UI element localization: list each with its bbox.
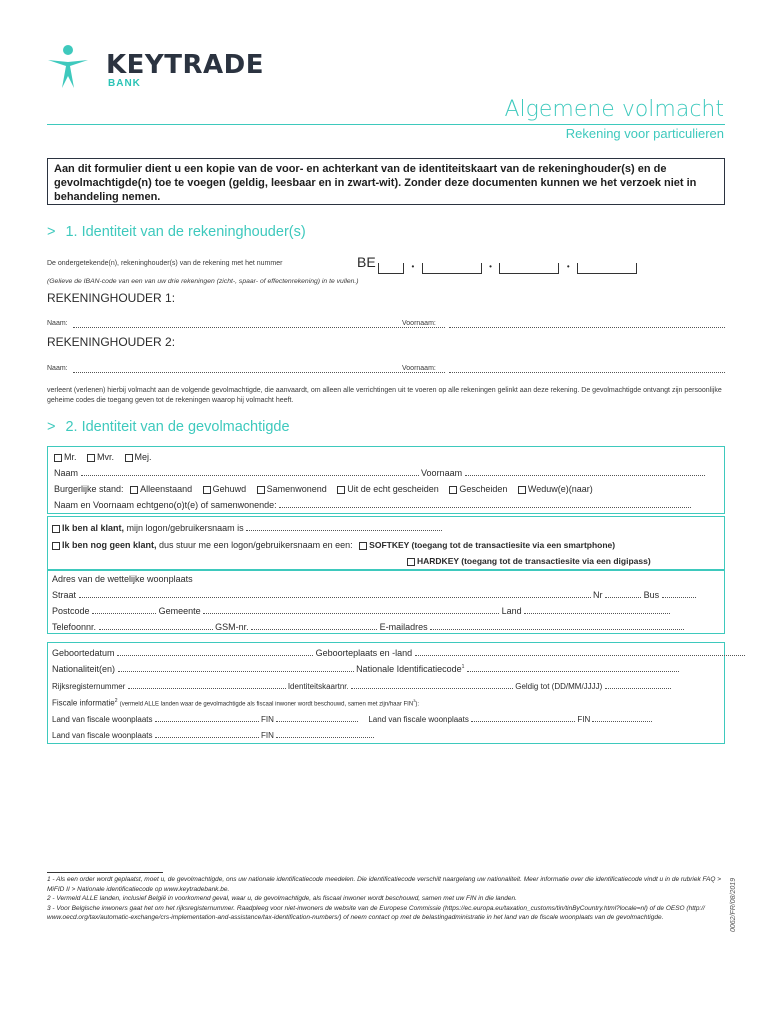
birthplace-field[interactable] [415,648,745,656]
holder2-name-label: Naam: [47,365,68,372]
nr-label: Nr [593,590,603,600]
client-no-text: dus stuur me een logon/gebruikersnaam en een: [159,540,353,550]
chevron-right-icon: > [47,419,56,435]
logo-star-icon [44,42,92,92]
iban-hint: (Gelieve de IBAN-code van een van uw drie rekeningen (zicht-, spaar- of effectenrekening) in te vullen.) [47,278,359,285]
bus-field[interactable] [662,590,696,598]
agent-name-label: Naam [54,468,79,478]
civil-cohabiting-label: Samenwonend [266,484,327,494]
logo-wordmark: KEYTRADE [106,50,264,80]
hardkey-checkbox[interactable] [407,558,415,566]
spouse-field[interactable] [279,500,691,508]
civil-status-label: Burgerlijke stand: [54,484,124,494]
fiscal-row: Fiscale informatie$^2$ (vermeld ALLE landen waar de gevolmachtigde als fiscaal inwoner wordt beschouwd, samen met zijn/haar FIN$^3$): [52,698,420,708]
account-intro: De ondergetekende(n), rekeninghouder(s) van de rekening met het nummer [47,260,283,267]
holder1-name-field[interactable] [73,320,445,328]
title-divider [47,124,725,125]
fiscal-note: (vermeld ALLE landen waar de gevolmachtigde als fiscaal inwoner wordt beschouwd, samen met zijn/haar FIN [119,701,414,708]
email-field[interactable] [430,622,684,630]
civil-married-checkbox[interactable] [203,486,211,494]
birthplace-label: Geboorteplaats en -land [315,648,413,658]
civil-widowed-label: Weduw(e)(naar) [527,484,593,494]
valid-label: Geldig tot (DD/MM/JJJJ) [515,682,603,691]
fin2-field[interactable] [592,714,652,722]
logon-field[interactable] [246,523,442,531]
civil-divorced-label: Uit de echt gescheiden [347,484,439,494]
phone-label: Telefoonnr. [52,622,97,632]
gsm-label: GSM-nr. [215,622,249,632]
page-subtitle: Rekening voor particulieren [565,126,724,141]
title-mej-checkbox[interactable] [125,454,133,462]
keytrade-logo [44,42,264,92]
section2-heading [47,419,290,435]
personal-box [47,446,725,514]
holder2-row [47,365,727,375]
chevron-right-icon: > [47,224,56,240]
softkey-checkbox[interactable] [359,542,367,550]
holder1-firstname-label: Voornaam: [402,320,436,327]
civil-status-row [54,484,593,494]
client-no-checkbox[interactable] [52,542,60,550]
agent-firstname-field[interactable] [465,468,705,476]
fin3-label: FIN [260,731,274,740]
street-field[interactable] [79,590,591,598]
fiscal-country3-label: Land van fiscale woonplaats [52,731,153,740]
grant-text: verleent (verlenen) hierbij volmacht aan de volgende gevolmachtigde, die aanvaardt, om alleen alle verrichtingen uit te voeren op alle rekeningen gelinkt aan deze rekening. De gevolmachtigde ontvangt zijn persoonlijke geheime codes die toegang geven tot de rekeningen waarop hij volmacht heeft. [47,387,722,404]
nationality-field[interactable] [118,664,354,672]
holder2-firstname-label: Voornaam: [402,365,436,372]
fiscal-country-row1 [52,714,720,724]
client-yes-checkbox[interactable] [52,525,60,533]
postcode-field[interactable] [92,606,156,614]
title-mvr-checkbox[interactable] [87,454,95,462]
iban-field[interactable]: • • • [378,256,637,274]
hardkey-label: HARDKEY (toegang tot de transactiesite via een digipass) [417,556,651,566]
address-title: Adres van de wettelijke woonplaats [52,574,193,584]
natid-field[interactable] [467,664,679,672]
civil-single-checkbox[interactable] [130,486,138,494]
fin1-field[interactable] [276,714,358,722]
bus-label: Bus [643,590,660,600]
civil-widowed-checkbox[interactable] [518,486,526,494]
holder2-firstname-field[interactable] [449,365,725,373]
holder2-name-field[interactable] [73,365,445,373]
birthdate-field[interactable] [117,648,313,656]
land-label: Land [501,606,522,616]
footnotes [47,875,725,923]
form-code: 0062/FR/08/2019 [730,877,737,932]
land-field[interactable] [524,606,670,614]
holder1-row [47,320,727,330]
iban-prefix: BE [357,254,376,270]
civil-separated-checkbox[interactable] [449,486,457,494]
idcard-label: Identiteitskaartnr. [287,682,349,691]
address-box [47,570,725,634]
softkey-label: SOFTKEY (toegang tot de transactiesite via een smartphone) [369,540,616,550]
account-line [47,254,727,270]
natid-label: Nationale Identificatiecode [356,664,462,674]
client-no-row [52,540,615,550]
fin3-field[interactable] [276,730,374,738]
footnote-2: 2 - Vermeld ALLE landen, inclusief België in voorkomend geval, waar u, de gevolmachtigde, als fiscaal inwoner wordt beschouwd, samen met uw FIN in die landen. [47,895,517,902]
civil-separated-label: Gescheiden [459,484,508,494]
holder2-title: REKENINGHOUDER 2: [47,335,176,349]
agent-name-field[interactable] [81,468,419,476]
fiscal-country2-label: Land van fiscale woonplaats [368,715,469,724]
postcode-label: Postcode [52,606,90,616]
rrn-field[interactable] [128,681,286,689]
phone-field[interactable] [99,622,213,630]
civil-divorced-checkbox[interactable] [337,486,345,494]
postcode-row [52,606,720,616]
hardkey-row [407,556,651,566]
section2-title: 2. Identiteit van de gevolmachtigde [65,419,290,435]
title-mvr-label: Mvr. [97,452,115,462]
logo-bank: BANK [108,78,141,89]
email-label: E-mailadres [379,622,428,632]
street-row [52,590,720,600]
gsm-field[interactable] [251,622,377,630]
civil-cohabiting-checkbox[interactable] [257,486,265,494]
fiscal-label: Fiscale informatie [52,698,115,708]
fiscal-country-row2 [52,730,374,740]
title-options [54,452,152,462]
client-yes-label: Ik ben al klant, [62,523,125,533]
nationality-row: Nationaliteit(en) Nationale Identificatiecode$^1$ [52,664,720,674]
phone-row [52,622,720,632]
holder1-name-label: Naam: [47,320,68,327]
page-title: Algemene volmacht [504,97,724,122]
agent-name-row [54,468,720,478]
spouse-label: Naam en Voornaam echtgeno(o)t(e) of samenwonende: [54,500,277,510]
title-mej-label: Mej. [134,452,152,462]
birth-row [52,648,720,658]
civil-married-label: Gehuwd [212,484,247,494]
rrn-row [52,681,720,691]
client-yes-row [52,523,442,533]
section1-title: 1. Identiteit van de rekeninghouder(s) [65,224,306,240]
fin1-label: FIN [260,715,274,724]
agent-firstname-label: Voornaam [421,468,463,478]
client-yes-text: mijn logon/gebruikersnaam is [126,523,244,533]
rrn-label: Rijksregisternummer [52,682,126,691]
fiscal-country1-label: Land van fiscale woonplaats [52,715,153,724]
gemeente-label: Gemeente [158,606,201,616]
valid-field[interactable] [605,681,671,689]
title-mr-label: Mr. [64,452,77,462]
spouse-row [54,500,720,510]
fiscal-country3-field[interactable] [155,730,259,738]
client-no-label: Ik ben nog geen klant, [62,540,157,550]
notice-box: Aan dit formulier dient u een kopie van de voor- en achterkant van de identiteitskaart van de rekeninghouder(s) en de gevolmachtigde(n) toe te voegen (geldig, leesbaar en in zwart-wit). Zonder deze documenten kunnen we het verzoek niet in behandeling nemen. [47,158,725,205]
street-label: Straat [52,590,77,600]
holder1-firstname-field[interactable] [449,320,725,328]
fiscal-country1-field[interactable] [155,714,259,722]
gemeente-field[interactable] [203,606,499,614]
client-box [47,516,725,570]
fiscal-country2-field[interactable] [471,714,575,722]
footnote-3: 3 - Voor Belgische inwoners gaat het om het rijksregisternummer. Raadpleeg voor niet-inwoners de website van de Europese Commissie (https://ec.europa.eu/taxation_customs/tin/tinByCountry.html?locale=nl) of de OESO (http:// www.oecd.org/tax/automatic-exchange/crs-implementation-and-assistance/tax-identification-numbers/) of neem contact op met de belastingadministratie in het land van de fiscale woonplaats van de gevolmachtigde. [47,904,705,921]
section1-heading [47,224,306,240]
fin2-label: FIN [577,715,591,724]
idcard-field[interactable] [351,681,513,689]
civil-single-label: Alleenstaand [140,484,193,494]
nr-field[interactable] [605,590,641,598]
footnote-divider [47,872,163,873]
nationality-label: Nationaliteit(en) [52,664,116,674]
identity-box [47,642,725,744]
holder1-title: REKENINGHOUDER 1: [47,291,176,305]
title-mr-checkbox[interactable] [54,454,62,462]
footnote-1: 1 - Als een order wordt geplaatst, moet u, de gevolmachtigde, ons uw nationale identificatiecode meedelen. Die identificatiecode verschilt naargelang uw nationaliteit. Meer informatie over die identificatiecode vindt u in de rubriek FAQ > MiFID II > Nationale identificatiecode op www.keytradebank.be. [47,876,722,893]
birthdate-label: Geboortedatum [52,648,115,658]
